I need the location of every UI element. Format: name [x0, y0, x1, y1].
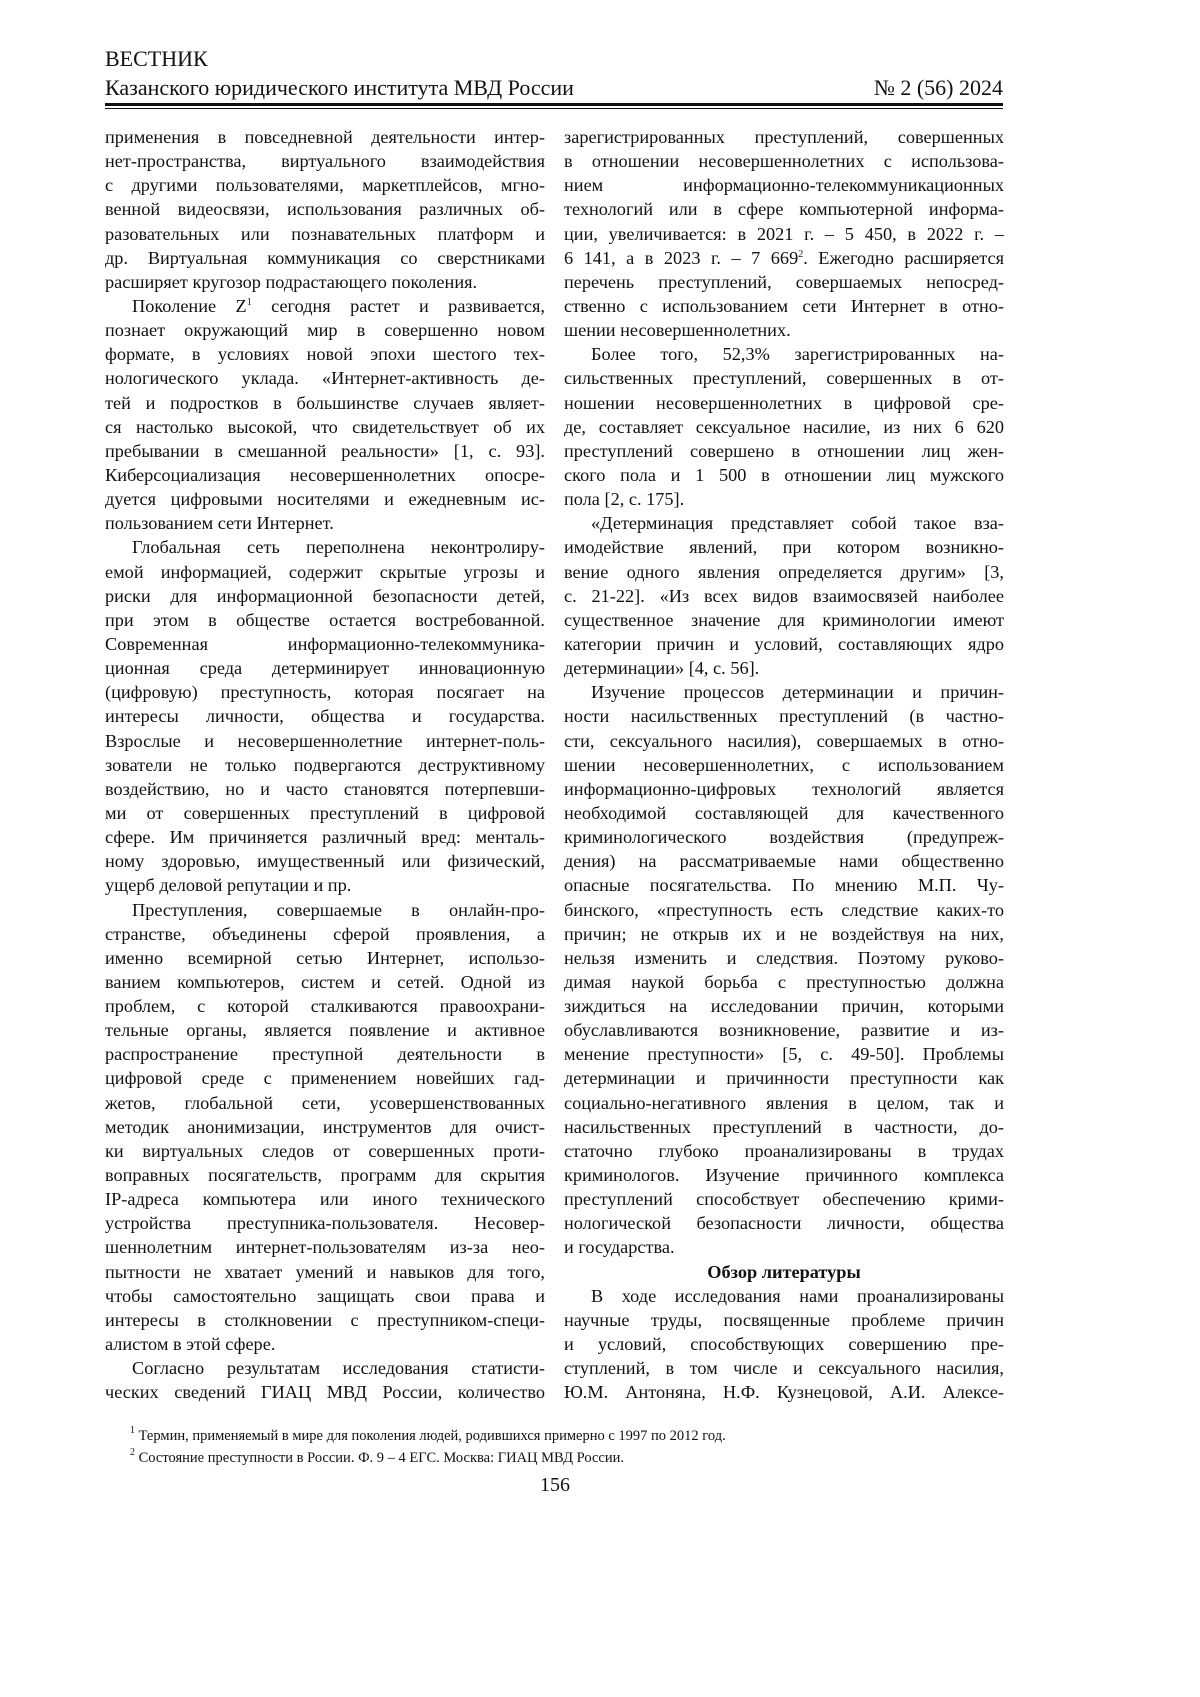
- text-line: шении несовершеннолетних.: [564, 318, 1004, 342]
- text-segment: сегодня растет и развивается,: [252, 296, 545, 316]
- text-line: нельзя изменить и следствия. Поэтому руково-: [564, 946, 1004, 970]
- text-line: тельные органы, является появление и активное: [105, 1018, 545, 1042]
- text-line: пребывании в смешанной реальности» [1, с. 93].: [105, 439, 545, 463]
- text-line: расширяет кругозор подрастающего поколения.: [105, 270, 545, 294]
- text-line: ми от совершенных преступлений в цифровой: [105, 801, 545, 825]
- text-line: ности насильственных преступлений (в частно-: [564, 704, 1004, 728]
- text-line: Более того, 52,3% зарегистрированных на-: [564, 342, 1004, 366]
- text-line: шении несовершеннолетних, с использованием: [564, 753, 1004, 777]
- section-heading: [564, 1260, 1004, 1284]
- text-line: емой информацией, содержит скрытые угрозы и: [105, 560, 545, 584]
- text-line: цифровой среде с применением новейших гад-: [105, 1066, 545, 1090]
- text-line: устройства преступника-пользователя. Несовер-: [105, 1211, 545, 1235]
- text-line: детерминации и причинности преступности как: [564, 1066, 1004, 1090]
- footnote-2: [130, 1449, 624, 1467]
- text-line: ции, увеличивается: в 2021 г. – 5 450, в 2022 г. –: [564, 222, 1004, 246]
- text-line: нологической безопасности личности, общества: [564, 1211, 1004, 1235]
- text-line: зарегистрированных преступлений, совершенных: [564, 125, 1004, 149]
- text-line: сфере. Им причиняется различный вред: менталь-: [105, 825, 545, 849]
- paragraph: [105, 535, 545, 897]
- footnote-number: 2: [130, 1447, 135, 1458]
- text-line: Обзор литературы: [564, 1260, 1004, 1284]
- paragraph: [105, 898, 545, 1357]
- text-line: тей и подростков в большинстве случаев являет-: [105, 391, 545, 415]
- text-line: менение преступности» [5, с. 49-50]. Проблемы: [564, 1042, 1004, 1066]
- text-line: именно всемирной сетью Интернет, использо-: [105, 946, 545, 970]
- text-line: опасные посягательства. По мнению М.П. Чу-: [564, 873, 1004, 897]
- issue-number: № 2 (56) 2024: [874, 75, 1003, 101]
- text-line: Современная информационно-телекоммуника-: [105, 632, 545, 656]
- text-line: необходимой составляющей для качественного: [564, 801, 1004, 825]
- footnote-text: Термин, применяемый в мире для поколения людей, родившихся примерно с 1997 по 2012 год.: [135, 1428, 726, 1444]
- text-line: бинского, «преступность есть следствие каких-то: [564, 898, 1004, 922]
- footnote-1: [130, 1427, 726, 1445]
- text-line: насильственных преступлений в частности, до-: [564, 1115, 1004, 1139]
- text-line: сти, сексуального насилия), совершаемых в отно-: [564, 729, 1004, 753]
- footnote-ref: 1: [247, 297, 252, 308]
- footnote-text: Состояние преступности в России. Ф. 9 – 4 ЕГС. Москва: ГИАЦ МВД России.: [135, 1450, 624, 1466]
- text-line: зователи не только подвергаются деструктивному: [105, 753, 545, 777]
- text-line: шеннолетним интернет-пользователям из-за нео-: [105, 1235, 545, 1259]
- text-line: технологий или в сфере компьютерной информа-: [564, 197, 1004, 221]
- text-line: в отношении несовершеннолетних с использова-: [564, 149, 1004, 173]
- text-line: применения в повседневной деятельности интер-: [105, 125, 545, 149]
- text-line: разовательных или познавательных платформ и: [105, 222, 545, 246]
- text-line: др. Виртуальная коммуникация со сверстниками: [105, 246, 545, 270]
- text-segment: Поколение Z: [132, 296, 247, 316]
- text-line: зиждиться на исследовании причин, которыми: [564, 994, 1004, 1018]
- text-line: категории причин и условий, составляющих ядро: [564, 632, 1004, 656]
- text-line: вение одного явления определяется другим» [3,: [564, 560, 1004, 584]
- footnote-number: 1: [130, 1425, 135, 1436]
- paragraph: [105, 1356, 545, 1404]
- text-line: и государства.: [564, 1235, 1004, 1259]
- text-line: причин; не открыв их и не воздействуя на них,: [564, 922, 1004, 946]
- right-column: [564, 125, 1004, 1404]
- text-line: познает окружающий мир в совершенно новом: [105, 318, 545, 342]
- text-line: обуславливаются возникновение, развитие и из-: [564, 1018, 1004, 1042]
- text-line: информационно-цифровых технологий является: [564, 777, 1004, 801]
- text-line: ступлений, в том числе и сексуального насилия,: [564, 1356, 1004, 1380]
- left-column: [105, 125, 545, 1404]
- text-segment: . Ежегодно расширяется: [803, 248, 1004, 268]
- paragraph: [564, 680, 1004, 1259]
- text-line: IP-адреса компьютера или иного технического: [105, 1187, 545, 1211]
- text-line: преступлений способствует обеспечению крими-: [564, 1187, 1004, 1211]
- text-line: ношении несовершеннолетних в цифровой сре-: [564, 391, 1004, 415]
- text-line: чтобы самостоятельно защищать свои права и: [105, 1284, 545, 1308]
- header-rule-thin: [105, 108, 1003, 109]
- running-header: [105, 75, 1003, 101]
- text-line: проблем, с которой сталкиваются правоохрани-: [105, 994, 545, 1018]
- text-line: формате, в условиях новой эпохи шестого тех-: [105, 342, 545, 366]
- page-number: 156: [0, 1474, 1110, 1497]
- text-line: ского пола и 1 500 в отношении лиц мужского: [564, 463, 1004, 487]
- text-line: алистом в этой сфере.: [105, 1332, 545, 1356]
- text-line: ки виртуальных следов от совершенных проти-: [105, 1139, 545, 1163]
- text-line: распространение преступной деятельности в: [105, 1042, 545, 1066]
- text-line: ционная среда детерминирует инновационную: [105, 656, 545, 680]
- text-line: воздействию, но и часто становятся потерпевши-: [105, 777, 545, 801]
- text-line: ущерб деловой репутации и пр.: [105, 873, 545, 897]
- text-line: ному здоровью, имущественный или физический,: [105, 849, 545, 873]
- paragraph: [564, 125, 1004, 342]
- text-line: де, составляет сексуальное насилие, из них 6 620: [564, 415, 1004, 439]
- text-line: Ю.М. Антоняна, Н.Ф. Кузнецовой, А.И. Алексе-: [564, 1380, 1004, 1404]
- text-segment: 6 141, а в 2023 г. – 7 669: [564, 248, 798, 268]
- header-rule-thick: [105, 103, 1003, 106]
- text-line: Согласно результатам исследования статисти-: [105, 1356, 545, 1380]
- text-line: нологического уклада. «Интернет-активность де-: [105, 366, 545, 390]
- text-line: ся настолько высокой, что свидетельствует об их: [105, 415, 545, 439]
- text-line: методик анонимизации, инструментов для очист-: [105, 1115, 545, 1139]
- text-line: нием информационно-телекоммуникационных: [564, 173, 1004, 197]
- paragraph: [564, 1284, 1004, 1405]
- text-line: дуется цифровыми носителями и ежедневным ис-: [105, 487, 545, 511]
- text-line: научные труды, посвященные проблеме причин: [564, 1308, 1004, 1332]
- text-line: пола [2, с. 175].: [564, 487, 1004, 511]
- footnote-ref: 2: [798, 249, 803, 260]
- text-line: (цифровую) преступность, которая посягает на: [105, 680, 545, 704]
- text-line: риски для информационной безопасности детей,: [105, 584, 545, 608]
- text-line: Взрослые и несовершеннолетние интернет-поль-: [105, 729, 545, 753]
- text-line: статочно глубоко проанализированы в трудах: [564, 1139, 1004, 1163]
- text-line: Преступления, совершаемые в онлайн-про-: [105, 898, 545, 922]
- text-line: пытности не хватает умений и навыков для того,: [105, 1260, 545, 1284]
- text-line: с другими пользователями, маркетплейсов, мгно-: [105, 173, 545, 197]
- text-line: перечень преступлений, совершаемых непосред-: [564, 270, 1004, 294]
- text-line: при этом в обществе остается востребованной.: [105, 608, 545, 632]
- text-line: преступлений совершено в отношении лиц жен-: [564, 439, 1004, 463]
- text-line: Киберсоциализация несовершеннолетних опосре-: [105, 463, 545, 487]
- journal-title: ВЕСТНИК: [105, 46, 208, 72]
- text-line: интересы в столкновении с преступником-специ-: [105, 1308, 545, 1332]
- text-line: сильственных преступлений, совершенных в от-: [564, 366, 1004, 390]
- text-line: воправных посягательств, программ для скрытия: [105, 1163, 545, 1187]
- paragraph: [105, 294, 545, 535]
- text-line: ческих сведений ГИАЦ МВД России, количество: [105, 1380, 545, 1404]
- text-line: «Детерминация представляет собой такое вза-: [564, 511, 1004, 535]
- text-line: с. 21-22]. «Из всех видов взаимосвязей наиболее: [564, 584, 1004, 608]
- text-line: Глобальная сеть переполнена неконтролиру-: [105, 535, 545, 559]
- text-line: ственно с использованием сети Интернет в отно-: [564, 294, 1004, 318]
- text-line: [105, 294, 545, 318]
- text-line: нет-пространства, виртуального взаимодействия: [105, 149, 545, 173]
- text-line: димая наукой борьба с преступностью должна: [564, 970, 1004, 994]
- text-line: жетов, глобальной сети, усовершенствованных: [105, 1091, 545, 1115]
- institute-name: Казанского юридического института МВД России: [105, 75, 574, 101]
- text-line: и условий, способствующих совершению пре-: [564, 1332, 1004, 1356]
- text-line: венной видеосвязи, использования различных об-: [105, 197, 545, 221]
- text-line: интересы личности, общества и государства.: [105, 704, 545, 728]
- text-line: социально-негативного явления в целом, так и: [564, 1091, 1004, 1115]
- text-line: [564, 246, 1004, 270]
- text-line: имодействие явлений, при котором возникно-: [564, 535, 1004, 559]
- text-line: пользованием сети Интернет.: [105, 511, 545, 535]
- text-line: странстве, объединены сферой проявления, а: [105, 922, 545, 946]
- text-line: ванием компьютеров, систем и сетей. Одной из: [105, 970, 545, 994]
- text-line: Изучение процессов детерминации и причин-: [564, 680, 1004, 704]
- text-line: криминологического воздействия (предупреж-: [564, 825, 1004, 849]
- text-line: дения) на рассматриваемые нами общественно: [564, 849, 1004, 873]
- text-line: криминологов. Изучение причинного комплекса: [564, 1163, 1004, 1187]
- text-line: существенное значение для криминологии имеют: [564, 608, 1004, 632]
- text-line: В ходе исследования нами проанализированы: [564, 1284, 1004, 1308]
- paragraph: [564, 511, 1004, 680]
- paragraph: [564, 342, 1004, 511]
- paragraph: [105, 125, 545, 294]
- text-line: детерминации» [4, с. 56].: [564, 656, 1004, 680]
